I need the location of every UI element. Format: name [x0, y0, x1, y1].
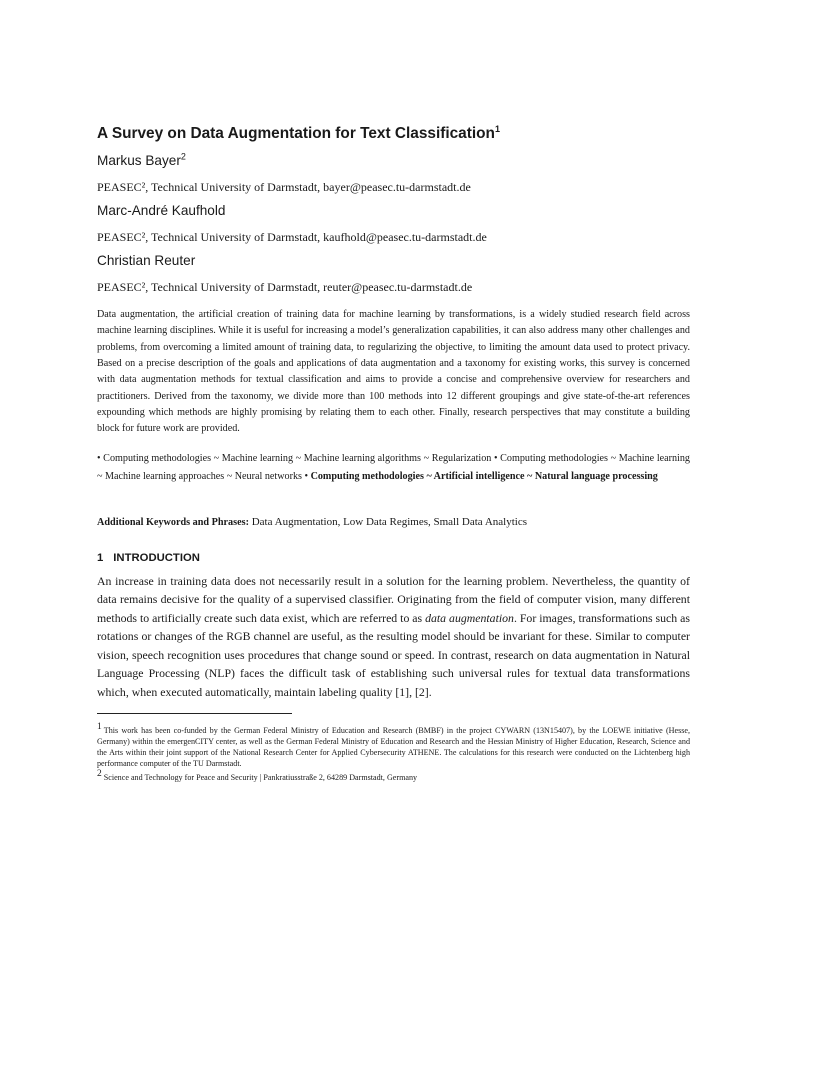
author-name: Marc-André Kaufhold [97, 203, 226, 218]
title-footnote-mark: 1 [494, 123, 500, 134]
footnote-separator [97, 713, 292, 714]
author-name [97, 152, 186, 170]
section-title: INTRODUCTION [113, 552, 200, 564]
keywords-value: Data Augmentation, Low Data Regimes, Small Data Analytics [251, 516, 527, 528]
author-name-text: Markus Bayer [97, 153, 181, 168]
ccs-bold: Computing methodologies ~ Artificial intelligence ~ Natural language processing [310, 471, 658, 483]
paper-title [97, 124, 690, 144]
ccs-plain: • Computing methodologies ~ Machine learning ~ Machine learning algorithms ~ Regularization • Computing methodologies ~ Machine learning ~ Machine learning approaches ~ Neural networks • [97, 453, 690, 483]
keywords-label: Additional Keywords and Phrases: [97, 517, 249, 528]
author-name: Christian Reuter [97, 253, 196, 268]
footnote-text: Science and Technology for Peace and Security | Pankratiusstraße 2, 64289 Darmstadt, Germany [103, 773, 418, 782]
paper-title-text: A Survey on Data Augmentation for Text Classification [97, 125, 495, 142]
intro-term-italic: data augmentation [425, 610, 514, 625]
footnote [97, 769, 690, 784]
introduction-paragraph [97, 572, 690, 701]
footnote-mark: 1 [97, 722, 102, 733]
author-affiliation: PEASEC², Technical University of Darmstadt, bayer@peasec.tu-darmstadt.de [97, 180, 471, 194]
section-number: 1 [97, 552, 104, 564]
ccs-concepts [97, 450, 690, 487]
footnote-text: This work has been co-funded by the German Federal Ministry of Education and Research (BMBF) in the project CYWARN (13N15407), by the LOEWE initiative (Hesse, Germany) within the emergenCITY center, as well as the German Federal Ministry of Education and Research and the Hessian Ministry of Higher Education, Research, Science and the Arts within their joint support of the National Research Center for Applied Cybersecurity ATHENE. The calculations for this research were conducted on the Lichtenberg high performance computer of the TU Darmstadt. [97, 726, 690, 768]
paper-page [97, 0, 690, 1072]
intro-text-before: An increase in training data does not necessarily result in a solution for the learning problem. Nevertheless, the quantity of data remains decisive for the quality of a supervised classifier. Originating from the field of computer vision, many different methods to artificially create such data exist, which are referred to as [97, 574, 690, 625]
section-heading [97, 551, 200, 566]
footnote [97, 722, 690, 770]
abstract: Data augmentation, the artificial creation of training data for machine learning by transformations, is a widely studied research field across machine learning disciplines. While it is useful for increasing a model’s generalization capabilities, it can also address many other challenges and problems, from overcoming a limited amount of training data, to regularizing the objective, to limiting the amount data used to protect privacy. Based on a precise description of the goals and applications of data augmentation and a taxonomy for existing works, this survey is concerned with data augmentation methods for textual classification and aims to provide a concise and comprehensive overview for researchers and practitioners. Derived from the taxonomy, we divide more than 100 methods into 12 different groupings and give state-of-the-art references expounding which methods are highly promising by relating them to each other. Finally, research perspectives that may constitute a building block for future work are provided. [97, 309, 690, 435]
author-affiliation: PEASEC², Technical University of Darmstadt, reuter@peasec.tu-darmstadt.de [97, 280, 473, 294]
footnote-mark: 2 [97, 769, 102, 780]
author-affiliation: PEASEC², Technical University of Darmstadt, kaufhold@peasec.tu-darmstadt.de [97, 230, 487, 244]
author-footnote-mark: 2 [180, 151, 186, 162]
keywords [97, 514, 690, 531]
intro-text-after: . For images, transformations such as rotations or changes of the RGB channel are useful, as the resulting model should be invariant for these. Similar to computer vision, speech recognition uses procedures that change sound or speed. In contrast, research on data augmentation in Natural Language Processing (NLP) faces the difficult task of establishing such universal rules for textual data transformations which, when executed automatically, maintain labeling quality [1], [2]. [97, 610, 690, 699]
